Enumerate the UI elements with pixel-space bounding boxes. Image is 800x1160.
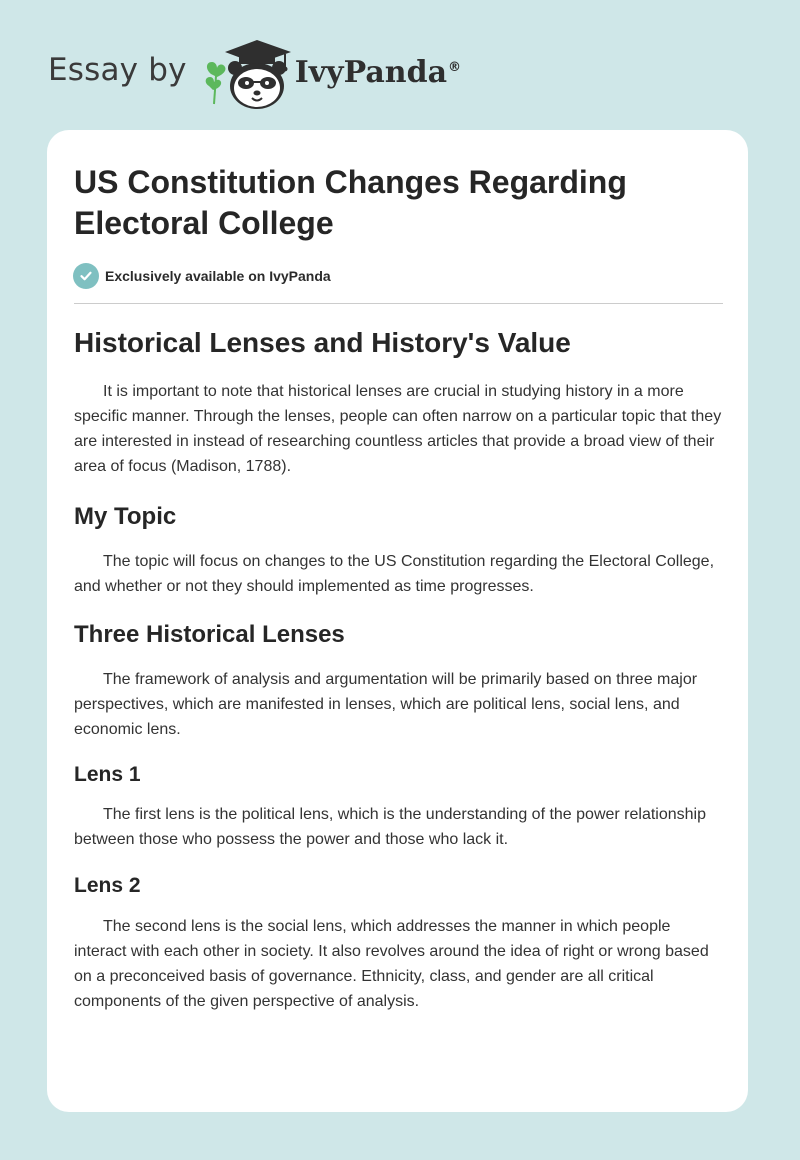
panda-logo-icon xyxy=(201,36,293,112)
section-paragraph: It is important to note that historical lenses are crucial in studying history in a more specific manner. Through the lenses, people can often narrow on a particular topic that they are interested in instead of researching countless articles that provide a broad view of their area of focus (Madison, 1788). xyxy=(74,383,722,475)
brand-name: IvyPanda® xyxy=(294,54,462,90)
section-heading: Lens 2 xyxy=(74,874,141,897)
exclusive-label: Exclusively available on IvyPanda xyxy=(105,268,331,284)
check-icon xyxy=(73,263,99,289)
ivypanda-logo-link[interactable] xyxy=(201,36,461,112)
section-heading: My Topic xyxy=(74,503,177,530)
section-paragraph: The topic will focus on changes to the US Constitution regarding the Electoral College, and whether or not they should implemented as time progresses. xyxy=(74,553,715,595)
section-heading: Three Historical Lenses xyxy=(74,621,345,648)
section-heading: Historical Lenses and History's Value xyxy=(74,327,571,358)
essay-body xyxy=(74,326,724,1014)
title-divider xyxy=(74,303,723,304)
brand-prefix: Essay by xyxy=(48,52,187,88)
essay-title: US Constitution Changes Regarding Electoral College xyxy=(74,164,627,241)
site-header xyxy=(48,36,461,112)
section-paragraph: The second lens is the social lens, which addresses the manner in which people interact with each other in society. It also revolves around the idea of right or wrong based on a preconceived basis of governance. Ethnicity, class, and gender are all critical components of the given perspective of analysis. xyxy=(74,918,709,1010)
section-paragraph: The framework of analysis and argumentation will be primarily based on three major perspectives, which are manifested in lenses, which are political lens, social lens, and economic lens. xyxy=(74,671,698,738)
section-heading: Lens 1 xyxy=(74,763,141,786)
exclusive-badge xyxy=(73,263,331,289)
registered-mark: ® xyxy=(448,59,462,75)
essay-card xyxy=(47,130,748,1112)
section-paragraph: The first lens is the political lens, which is the understanding of the power relationship between those who possess the power and those who lack it. xyxy=(74,806,706,848)
